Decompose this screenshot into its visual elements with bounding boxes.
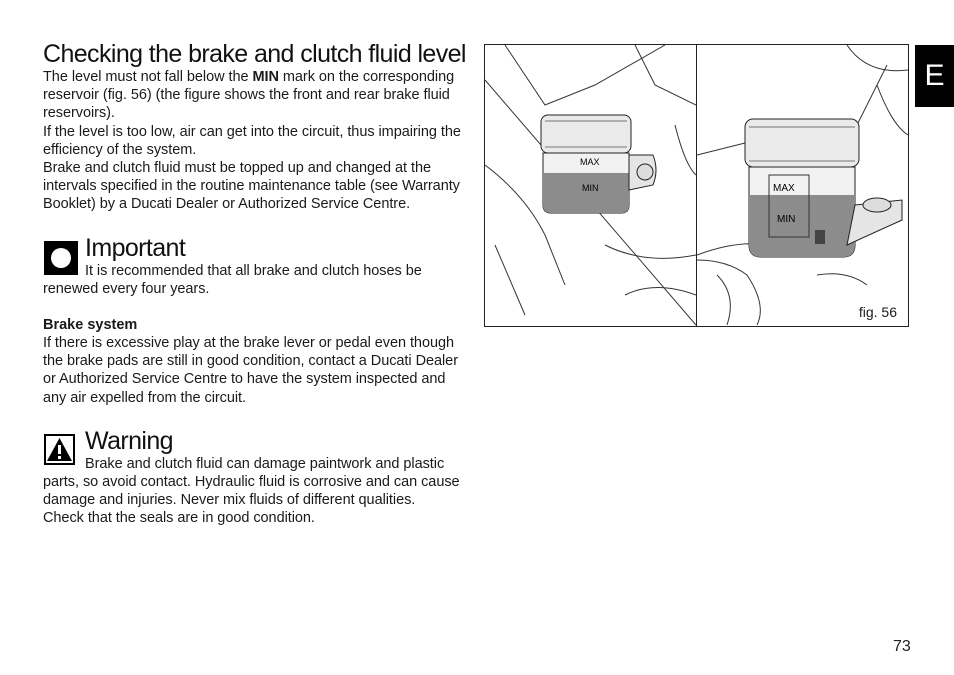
page-number: 73 bbox=[893, 638, 911, 655]
warning-icon bbox=[44, 434, 75, 465]
brake-system-heading: Brake system bbox=[43, 317, 138, 334]
important-heading: Important bbox=[85, 233, 186, 262]
important-text: It is recommended that all brake and clutch hoses be renewed every four years. bbox=[43, 262, 422, 297]
right-max-label: MAX bbox=[773, 183, 795, 194]
intro-paragraph-3: Brake and clutch fluid must be topped up and changed at the intervals specified in the routine maintenance table (see Warranty Booklet) by a Ducati Dealer or Authorized Service Centre. bbox=[43, 160, 460, 213]
warning-text-2: Check that the seals are in good condition. bbox=[43, 510, 315, 527]
warning-notice bbox=[43, 428, 468, 528]
warning-heading: Warning bbox=[85, 426, 173, 455]
figure-caption: fig. 56 bbox=[858, 304, 897, 320]
brake-system-text: If there is excessive play at the brake lever or pedal even though the brake pads are still in good condition, contact a Ducati Dealer or Authorized Service Centre to have the system inspected and any air expelled from the circuit. bbox=[43, 335, 458, 406]
figure-56 bbox=[484, 44, 909, 327]
intro-paragraph-1 bbox=[43, 68, 468, 123]
min-bold: MIN bbox=[252, 69, 279, 85]
right-min-label: MIN bbox=[777, 214, 796, 225]
important-icon bbox=[44, 241, 78, 275]
warning-text: Brake and clutch fluid can damage paintwork and plastic parts, so avoid contact. Hydraulic fluid is corrosive and can cause damage and injuries. Never mix fluids of different qualities. bbox=[43, 455, 460, 509]
page-title: Checking the brake and clutch fluid level bbox=[43, 40, 466, 68]
intro-text-1b: mark on the corresponding reservoir (fig. 56) (the figure shows the front and rear brake fluid reservoirs). bbox=[43, 69, 455, 122]
left-max-label: MAX bbox=[580, 157, 600, 167]
intro-paragraph-2: If the level is too low, air can get into the circuit, thus impairing the efficiency of the system. bbox=[43, 123, 461, 158]
front-reservoir-illustration bbox=[485, 45, 696, 326]
intro-text-1a: The level must not fall below the bbox=[43, 69, 253, 85]
main-column bbox=[43, 40, 468, 528]
rear-reservoir-illustration bbox=[697, 45, 908, 326]
important-notice bbox=[43, 235, 468, 298]
left-min-label: MIN bbox=[582, 183, 599, 193]
section-tab: E bbox=[915, 45, 954, 107]
